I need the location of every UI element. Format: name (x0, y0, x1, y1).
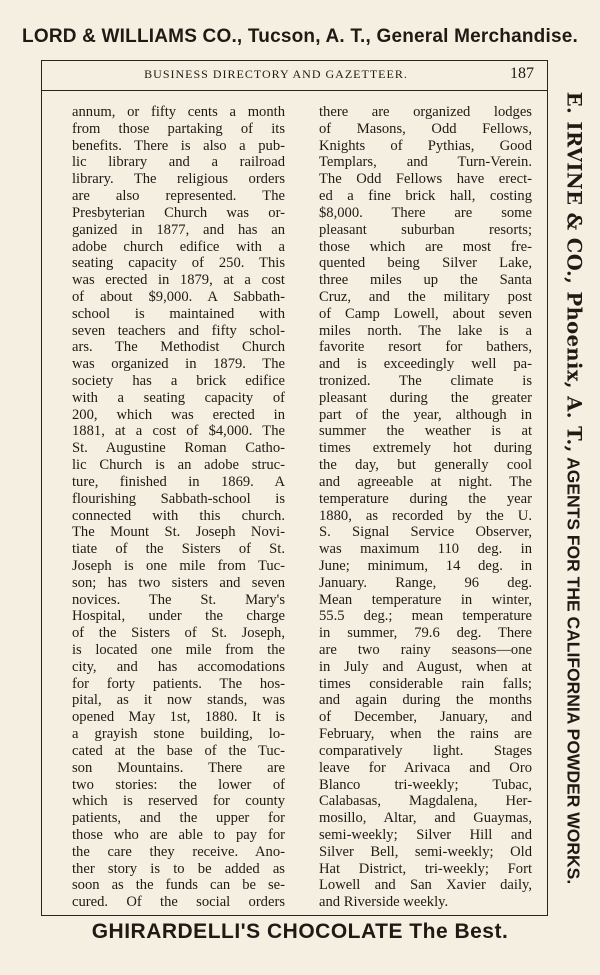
text-line: school is maintained with (72, 305, 285, 322)
text-line: St. Augustine Roman Catho- (72, 440, 285, 457)
text-line: benefits. There is also a pub- (72, 137, 285, 154)
text-line: library. The religious orders (72, 171, 285, 188)
text-line: three miles up the Santa (319, 272, 532, 289)
text-line: semi-weekly; Silver Hill and (319, 826, 532, 843)
text-line: those who are able to pay for (72, 826, 285, 843)
text-line: and agreeable at night. The (319, 473, 532, 490)
text-line: are two rainy seasons—one (319, 642, 532, 658)
text-line: flourishing Sabbath-school is (72, 490, 285, 507)
text-line: and Riverside weekly. (319, 894, 449, 911)
text-line: June; minimum, 14 deg. in (319, 557, 532, 574)
text-line: mosillo, Altar, and Guaymas, (319, 810, 532, 827)
text-line: which is reserved for county (72, 793, 285, 810)
text-line: quented being Silver Lake, (319, 255, 532, 272)
text-line: S. Signal Service Observer, (319, 524, 532, 541)
text-line: annum, or fifty cents a month (72, 104, 285, 120)
text-line: in summer, 79.6 deg. There (319, 625, 532, 642)
text-line: lic library and a railroad (72, 154, 285, 171)
text-line: pleasant suburban resorts; (319, 221, 532, 238)
text-line: of Masons, Odd Fellows, (319, 120, 532, 137)
text-line: lic Church is an adobe struc- (72, 457, 285, 474)
text-line: novices. The St. Mary's (72, 591, 285, 608)
text-line: for forty patients. The hos- (72, 675, 285, 692)
text-line: Knights of Pythias, Good (319, 137, 532, 154)
right-text-column (319, 104, 532, 911)
text-line: Cruz, and the military post (319, 288, 532, 305)
text-line: ther story is to be added as (72, 860, 285, 877)
text-line: and is exceedingly well pa- (319, 356, 532, 373)
text-line: of Camp Lowell, about seven (319, 305, 532, 322)
text-line: son; has two sisters and seven (72, 574, 285, 591)
left-text-column (72, 104, 285, 911)
text-line: was maximum 110 deg. in (319, 541, 532, 558)
side-ad-firm: E. IRVINE & CO., Phoenix, A. T., (562, 91, 586, 453)
text-line: tiate of the Sisters of St. (72, 541, 285, 558)
text-line: Hospital, under the charge (72, 608, 285, 625)
text-line: pital, as it now stands, was (72, 692, 285, 709)
side-advertisement (563, 58, 586, 918)
text-line: seating capacity of 250. This (72, 255, 285, 272)
page-number: 187 (510, 65, 534, 82)
text-line: from those partaking of its (72, 120, 285, 137)
text-line: pleasant during the greater (319, 389, 532, 406)
text-line: Lowell and San Xavier daily, (319, 877, 532, 894)
text-line: ture, finished in 1869. A (72, 473, 285, 490)
text-line: 55.5 deg.; mean temperature (319, 608, 532, 625)
text-line: adobe church edifice with a (72, 238, 285, 255)
text-line: times extremely hot during (319, 440, 532, 457)
text-line: connected with this church. (72, 507, 285, 524)
text-line: tronized. The climate is (319, 373, 532, 389)
running-title: BUSINESS DIRECTORY AND GAZETTEER. (144, 67, 408, 81)
side-ad-tagline: AGENTS FOR THE CALIFORNIA POWDER WORKS. (563, 457, 584, 885)
text-line: temperature during the year (319, 490, 532, 507)
text-line: cured. Of the social orders (72, 894, 285, 911)
text-line: 1881, at a cost of $4,000. The (72, 423, 285, 440)
running-head (41, 65, 548, 89)
text-line: those which are most fre- (319, 238, 532, 255)
text-line: miles north. The lake is a (319, 322, 532, 339)
text-line: Joseph is one mile from Tuc- (72, 557, 285, 574)
text-line: opened May 1st, 1880. It is (72, 709, 285, 726)
text-line: Mean temperature in winter, (319, 591, 532, 608)
text-line: two stories: the lower of (72, 776, 285, 793)
text-line: ganized in 1877, and has an (72, 221, 285, 238)
text-line: The Odd Fellows have erect- (319, 171, 532, 188)
text-line: summer the weather is at (319, 423, 532, 440)
text-line: of December, January, and (319, 709, 532, 726)
text-line: Hat District, tri-weekly; Fort (319, 860, 532, 877)
text-line: leave for Arivaca and Oro (319, 759, 532, 776)
text-line: in July and August, when at (319, 658, 532, 675)
text-line: a grayish stone building, lo- (72, 726, 285, 743)
text-line: times considerable rain falls; (319, 675, 532, 692)
text-line: society has a brick edifice (72, 373, 285, 389)
text-line: was organized in 1879. The (72, 356, 285, 373)
text-line: ed a fine brick hall, costing (319, 188, 532, 205)
text-line: soon as the funds can be se- (72, 877, 285, 894)
text-line: Blanco tri-weekly; Tubac, (319, 776, 532, 793)
text-line: with a seating capacity of (72, 389, 285, 406)
text-line: Presbyterian Church was or- (72, 204, 285, 221)
bottom-advertisement: GHIRARDELLI'S CHOCOLATE The Best. (91, 920, 509, 943)
text-line: and again during the months (319, 692, 532, 709)
text-line: of about $9,000. A Sabbath- (72, 288, 285, 305)
text-line: cated at the base of the Tuc- (72, 742, 285, 759)
text-line: Calabasas, Magdalena, Her- (319, 793, 532, 810)
text-line: is located one mile from the (72, 642, 285, 658)
text-line: Silver Bell, semi-weekly; Old (319, 843, 532, 860)
text-line: of the Sisters of St. Joseph, (72, 625, 285, 642)
text-line: city, and has accomodations (72, 658, 285, 675)
text-line: the care they receive. Ano- (72, 843, 285, 860)
text-line: are also represented. The (72, 188, 285, 205)
text-line: 1880, as recorded by the U. (319, 507, 532, 524)
text-line: The Mount St. Joseph Novi- (72, 524, 285, 541)
text-line: patients, and the upper for (72, 810, 285, 827)
text-line: favorite resort for bathers, (319, 339, 532, 356)
text-line: comparatively light. Stages (319, 742, 532, 759)
text-line: Templars, and Turn-Verein. (319, 154, 532, 171)
text-line: 200, which was erected in (72, 406, 285, 423)
text-line: January. Range, 96 deg. (319, 574, 532, 591)
text-line: son Mountains. There are (72, 759, 285, 776)
top-advertisement: LORD & WILLIAMS CO., Tucson, A. T., General Merchandise. (22, 26, 578, 47)
text-line: was erected in 1879, at a cost (72, 272, 285, 289)
text-line: there are organized lodges (319, 104, 532, 120)
header-rule (41, 90, 548, 91)
text-line: part of the year, although in (319, 406, 532, 423)
text-line: February, when the rains are (319, 726, 532, 743)
text-line: ars. The Methodist Church (72, 339, 285, 356)
text-line: seven teachers and fifty schol- (72, 322, 285, 339)
text-line: the day, but generally cool (319, 457, 532, 474)
text-line: $8,000. There are some (319, 204, 532, 221)
